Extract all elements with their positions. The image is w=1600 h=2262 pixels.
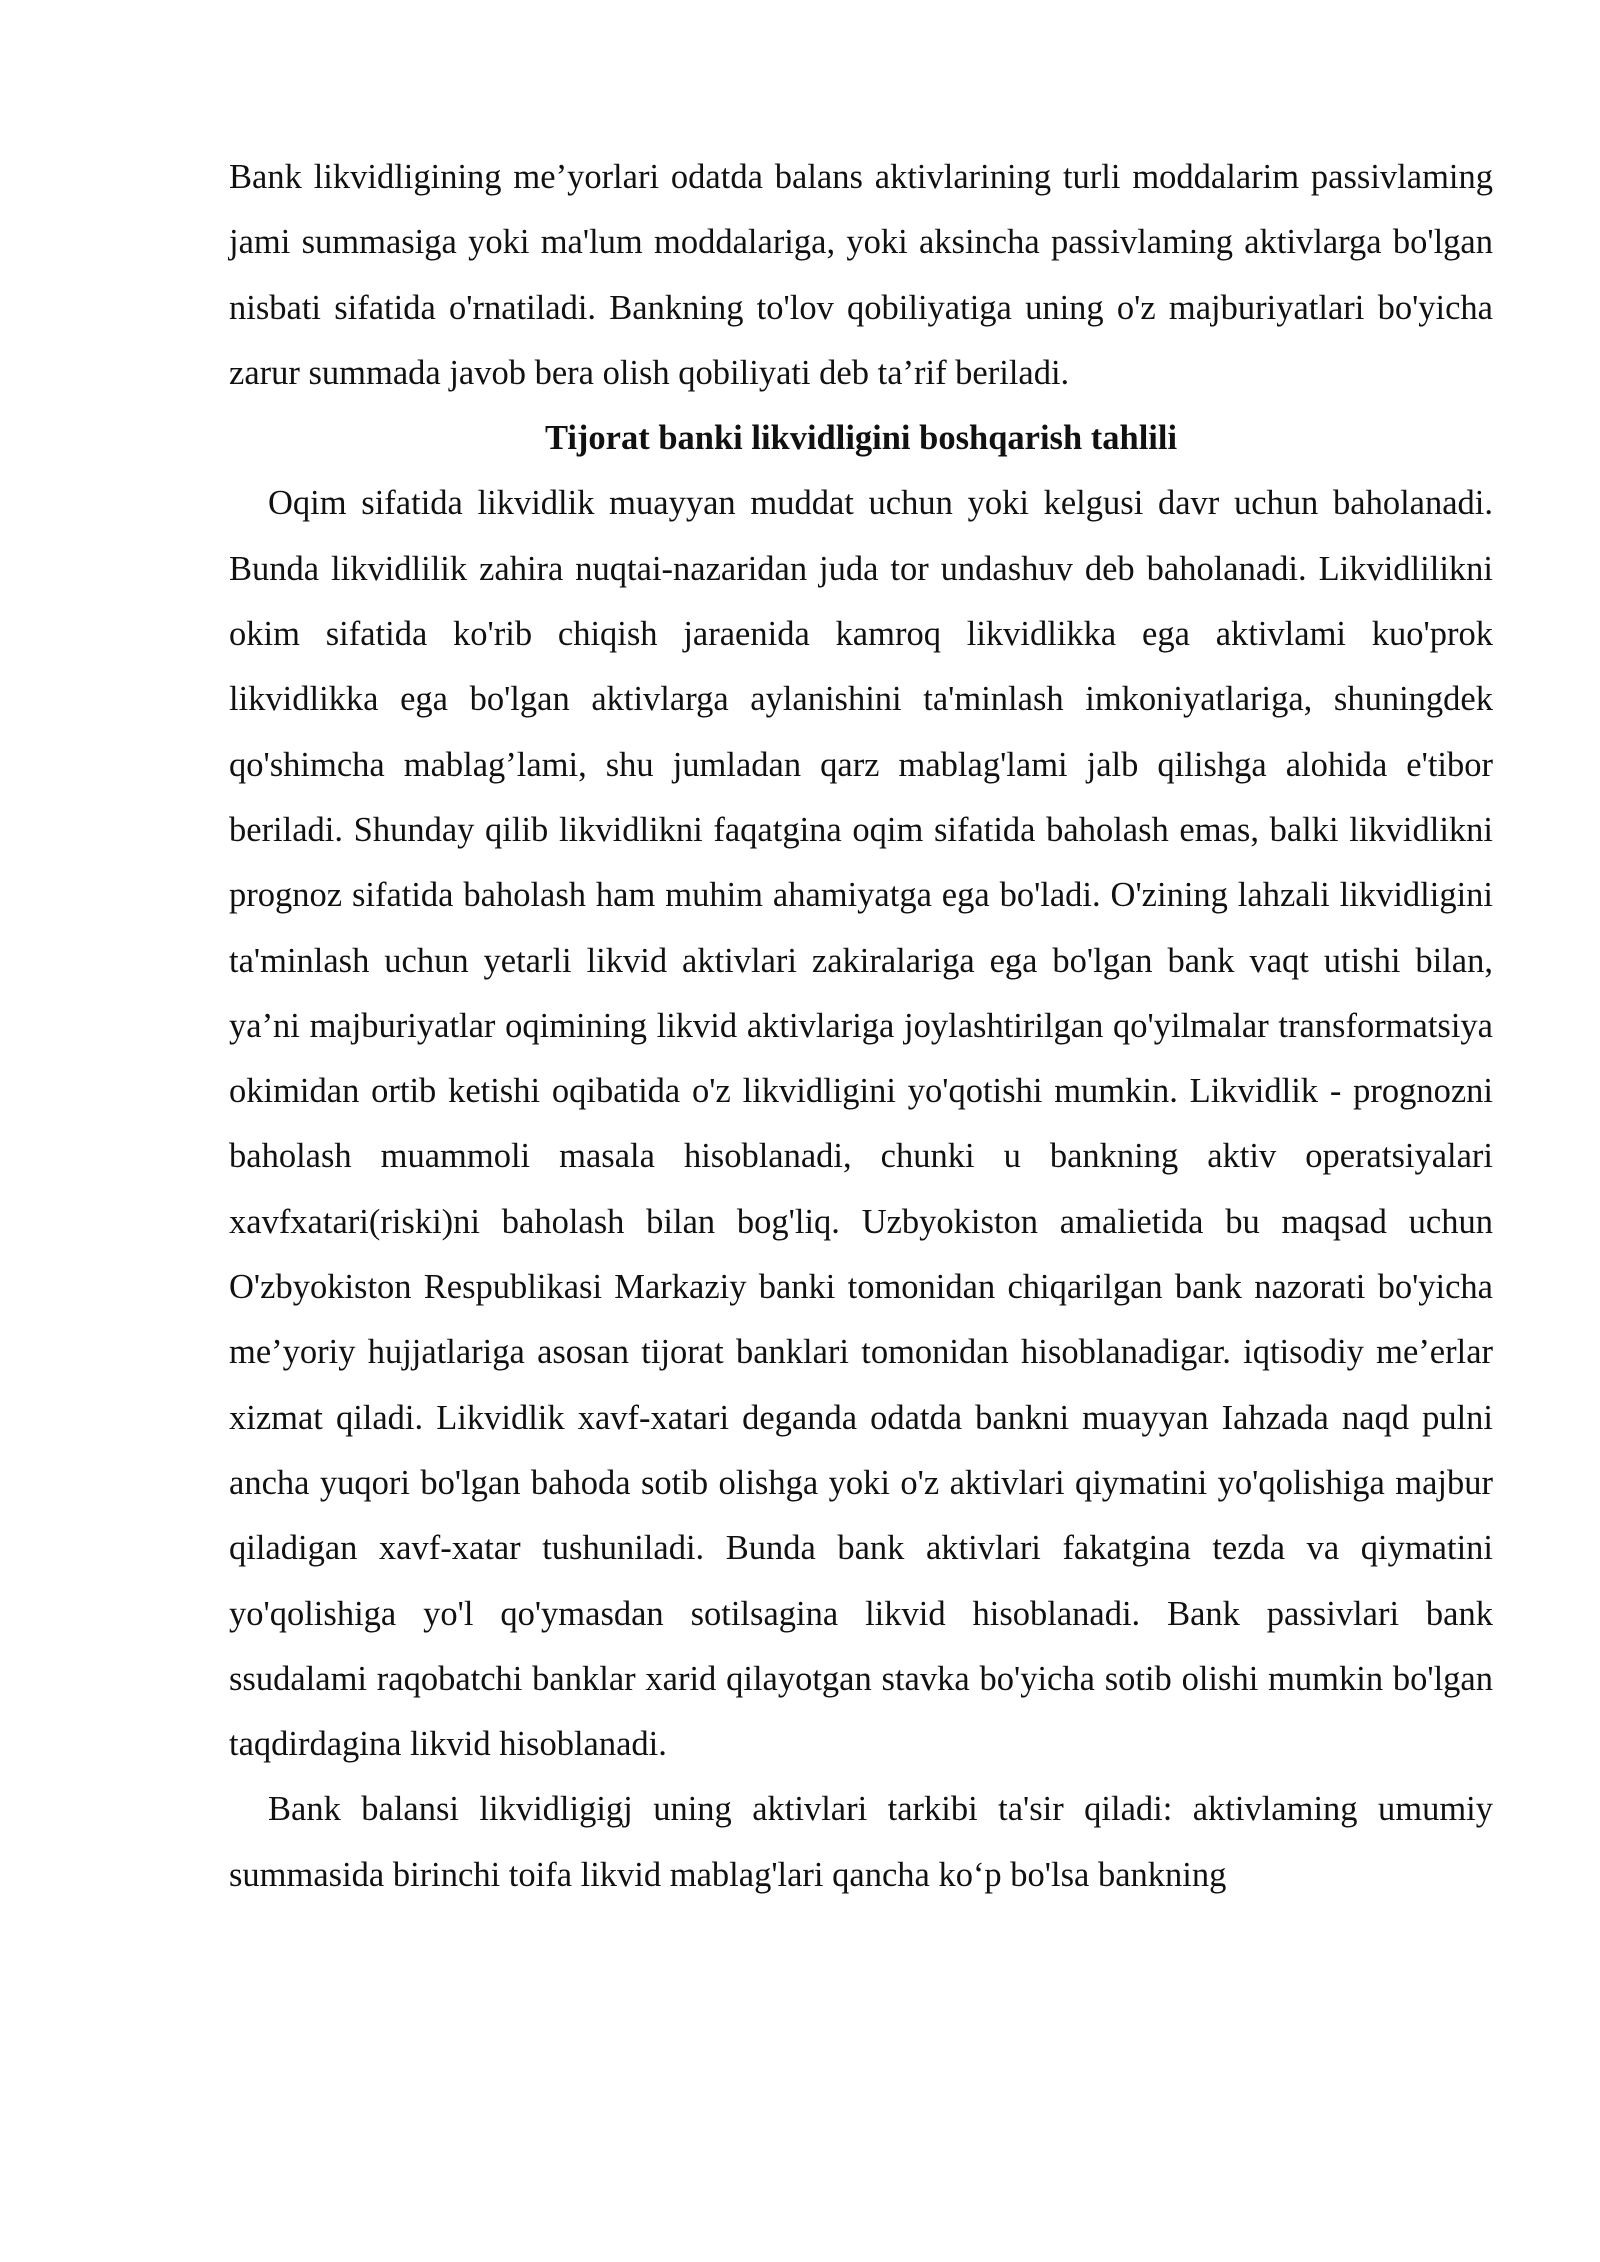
paragraph-balance-liquidity: Bank balansi likvidligigj uning aktivlari tarkibi ta'sir qiladi: aktivlaming umumiy summasida birinchi toifa likvid mablag'lari qancha ko‘p bo'lsa bankning xyxy=(229,1790,1493,1894)
section-heading: Tijorat banki likvidligini boshqarish tahlili xyxy=(544,419,1178,458)
paragraph-flow-liquidity: Oqim sifatida likvidlik muayyan muddat uchun yoki kelgusi davr uchun baholanadi. Bunda likvidlilik zahira nuqtai-nazaridan juda tor undashuv deb baholanadi. Likvidlilikni okim sifatida ko'rib chiqish jaraenida kamroq likvidlikka ega aktivlami kuo'prok likvidlikka ega bo'lgan aktivlarga aylanishini ta'minlash imkoniyatlariga, shuningdek qo'shimcha mablag’lami, shu jumladan qarz mablag'lami jalb qilishga alohida e'tibor beriladi. Shunday qilib likvidlikni faqatgina oqim sifatida baholash emas, balki likvidlikni prognoz sifatida baholash ham muhim ahamiyatga ega bo'ladi. O'zining lahzali likvidligini ta'minlash uchun yetarli likvid aktivlari zakiralariga ega bo'lgan bank vaqt utishi bilan, ya’ni majburiyatlar oqimining likvid aktivlariga joylashtirilgan qo'yilmalar transformatsiya okimidan ortib ketishi oqibatida o'z likvidligini yo'qotishi mumkin. Likvidlik - prognozni baholash muammoli masala hisoblanadi, chunki u bankning aktiv operatsiyalari xavfxatari(riski)ni baholash bilan bog'liq. Uzbyokiston amalietida bu maqsad uchun O'zbyokiston Respublikasi Markaziy banki tomonidan chiqarilgan bank nazorati bo'yicha me’yoriy hujjatlariga asosan tijorat banklari tomonidan hisoblanadigar. iqtisodiy me’erlar xizmat qiladi. Likvidlik xavf-xatari deganda odatda bankni muayyan Iahzada naqd pulni ancha yuqori bo'lgan bahoda sotib olishga yoki o'z aktivlari qiymatini yo'qolishiga majbur qiladigan xavf-xatar tushuniladi. Bunda bank aktivlari fakatgina tezda va qiymatini yo'qolishiga yo'l qo'ymasdan sotilsagina likvid hisoblanadi. Bank passivlari bank ssudalami raqobatchi banklar xarid qilayotgan stavka bo'yicha sotib olishi mumkin bo'lgan taqdirdagina likvid hisoblanadi. xyxy=(229,484,1493,1764)
document-page xyxy=(229,145,1493,1908)
paragraph-intro: Bank likvidligining me’yorlari odatda balans aktivlarining turli moddalarim passivlaming jami summasiga yoki ma'lum moddalariga, yoki aksincha passivlaming aktivlarga bo'lgan nisbati sifatida o'rnatiladi. Bankning to'lov qobiliyatiga uning o'z majburiyatlari bo'yicha zarur summada javob bera olish qobiliyati deb ta’rif beriladi. xyxy=(229,158,1493,392)
